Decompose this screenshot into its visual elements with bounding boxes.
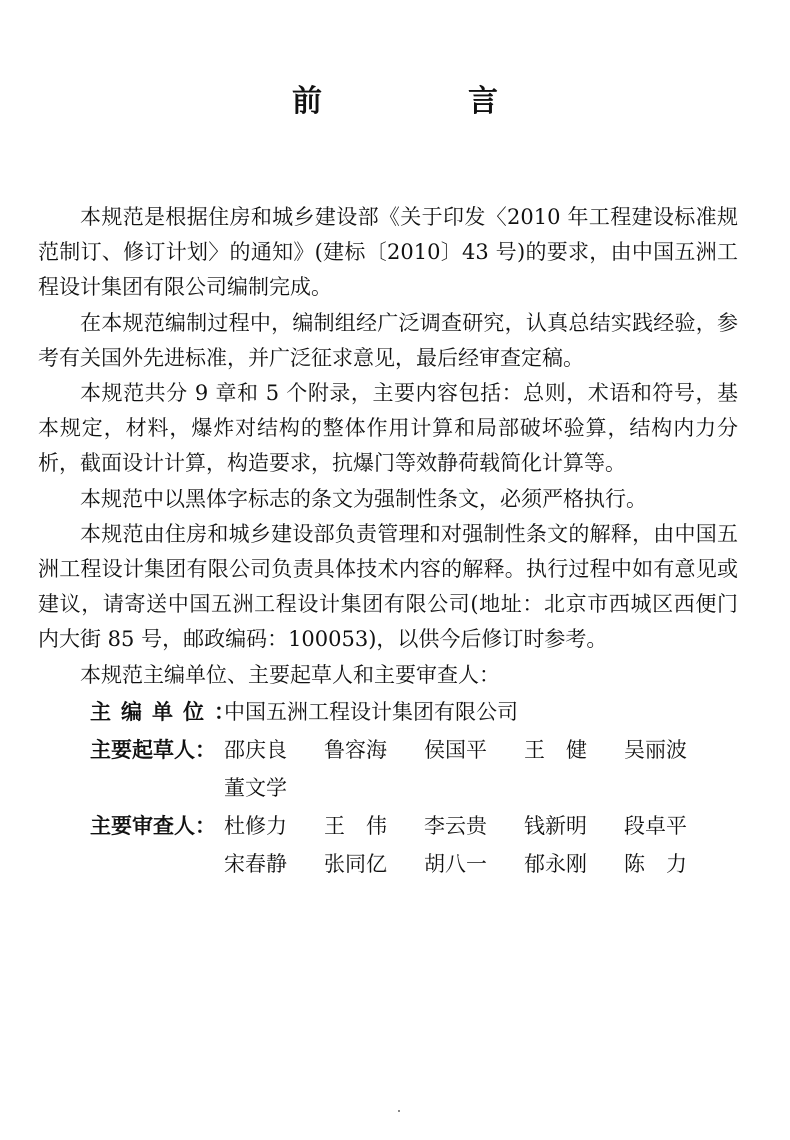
chief-unit-label: 主编单位： (90, 699, 245, 724)
paragraph-process: 在本规范编制过程中，编制组经广泛调查研究，认真总结实践经验，参考有关国外先进标准，并广泛征求意见，最后经审查定稿。 (38, 310, 738, 370)
reviewer-name: 段卓平 (624, 813, 687, 838)
reviewer-name: 郁永刚 (524, 851, 587, 876)
paragraph-credits-intro: 本规范主编单位、主要起草人和主要审查人： (80, 662, 500, 687)
drafter-name: 鲁容海 (324, 737, 387, 762)
chief-unit-value: 中国五洲工程设计集团有限公司 (224, 699, 518, 724)
reviewers-list (224, 807, 738, 883)
credit-row-reviewers (38, 807, 738, 883)
reviewer-name: 胡八一 (424, 851, 487, 876)
drafters-label: 主要起草人： (90, 737, 216, 762)
credit-row-chief-unit (38, 693, 738, 731)
credits-block (38, 693, 738, 883)
paragraph-basis: 本规范是根据住房和城乡建设部《关于印发〈2010 年工程建设标准规范制订、修订计划〉的通知》(建标〔2010〕43 号)的要求，由中国五洲工程设计集团有限公司编制完成。 (38, 205, 738, 300)
drafter-name: 侯国平 (424, 737, 487, 762)
paragraph-mandatory: 本规范中以黑体字标志的条文为强制性条文，必须严格执行。 (80, 486, 647, 511)
reviewer-name: 张同亿 (324, 851, 387, 876)
drafter-name: 王 健 (524, 737, 587, 762)
paragraph-contents: 本规范共分 9 章和 5 个附录，主要内容包括：总则，术语和符号，基本规定，材料，爆炸对结构的整体作用计算和局部破坏验算，结构内力分析，截面设计计算，构造要求，抗爆门等效静荷载简化计算等。 (38, 381, 738, 476)
reviewer-name: 陈 力 (624, 851, 687, 876)
reviewer-name: 宋春静 (224, 851, 287, 876)
reviewer-name: 钱新明 (524, 813, 587, 838)
drafters-list (224, 731, 738, 807)
credit-row-drafters (38, 731, 738, 807)
reviewer-name: 王 伟 (324, 813, 387, 838)
paragraph-management: 本规范由住房和城乡建设部负责管理和对强制性条文的解释，由中国五洲工程设计集团有限公司负责具体技术内容的解释。执行过程中如有意见或建议，请寄送中国五洲工程设计集团有限公司(地址：北京市西城区西便门内大街 85 号，邮政编码：100053)，以供今后修订时参考。 (38, 521, 738, 652)
reviewers-label: 主要审查人： (90, 813, 216, 838)
drafter-name: 邵庆良 (224, 737, 287, 762)
preface-body (38, 200, 738, 883)
page-title: 前 言 (292, 84, 556, 119)
drafter-name: 吴丽波 (624, 737, 687, 762)
drafter-name: 董文学 (224, 775, 287, 800)
reviewer-name: 李云贵 (424, 813, 487, 838)
reviewer-name: 杜修力 (224, 813, 287, 838)
scan-speck (398, 1110, 400, 1112)
